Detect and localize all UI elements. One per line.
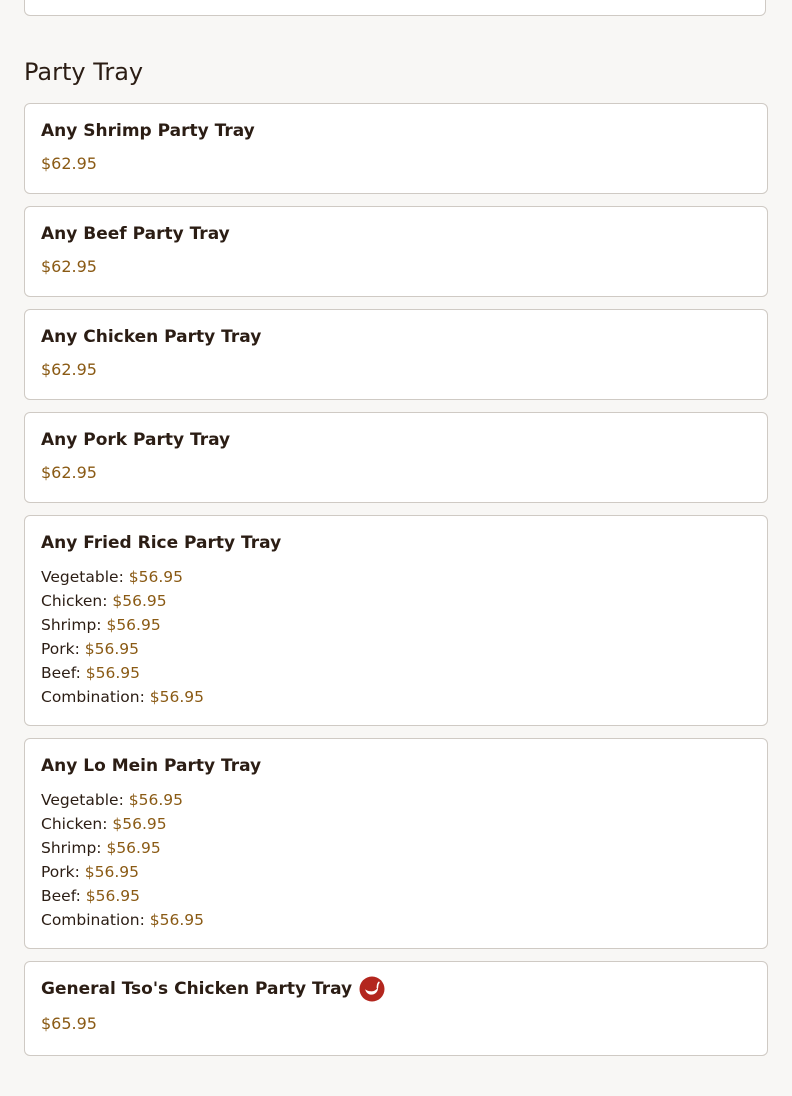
menu-item-name: Any Lo Mein Party Tray (41, 756, 262, 776)
menu-item-price: $62.95 (41, 360, 97, 379)
menu-item-name-row (41, 976, 751, 1002)
option-label: Shrimp: (41, 616, 102, 634)
menu-item-card[interactable] (24, 103, 768, 194)
party-tray-list (24, 103, 768, 1068)
option-label: Combination: (41, 911, 145, 929)
option-price: $56.95 (128, 791, 183, 809)
option-price: $56.95 (128, 568, 183, 586)
menu-item-name: Any Pork Party Tray (41, 430, 231, 450)
option-row[interactable] (41, 613, 751, 637)
option-row[interactable] (41, 908, 751, 932)
option-row[interactable] (41, 661, 751, 685)
option-price: $56.95 (84, 640, 140, 658)
menu-item-name: General Tso's Chicken Party Tray (41, 979, 353, 999)
menu-item-card[interactable] (24, 515, 768, 726)
option-label: Vegetable: (41, 791, 124, 809)
option-price: $56.95 (112, 592, 167, 610)
option-price: $56.95 (149, 911, 204, 929)
option-label: Beef: (41, 664, 81, 682)
option-price: $56.95 (106, 616, 161, 634)
option-label: Pork: (41, 640, 80, 658)
menu-item-card[interactable] (24, 961, 768, 1056)
menu-item-name: Any Fried Rice Party Tray (41, 533, 282, 553)
option-label: Chicken: (41, 815, 108, 833)
option-label: Chicken: (41, 592, 108, 610)
spicy-pepper-icon (359, 976, 385, 1002)
menu-item-card[interactable] (24, 412, 768, 503)
option-row[interactable] (41, 884, 751, 908)
option-row[interactable] (41, 565, 751, 589)
option-row[interactable] (41, 589, 751, 613)
menu-item-name: Any Beef Party Tray (41, 224, 230, 244)
menu-item-card[interactable] (24, 738, 768, 949)
menu-item-price: $62.95 (41, 257, 97, 276)
option-list (41, 788, 751, 932)
menu-item-price: $62.95 (41, 463, 97, 482)
option-price: $56.95 (112, 815, 167, 833)
section-title: Party Tray (24, 58, 144, 86)
option-label: Pork: (41, 863, 80, 881)
option-label: Beef: (41, 887, 81, 905)
menu-item-price: $65.95 (41, 1014, 97, 1033)
option-price: $56.95 (85, 664, 141, 682)
option-row[interactable] (41, 637, 751, 661)
menu-item-price: $62.95 (41, 154, 97, 173)
option-price: $56.95 (85, 887, 141, 905)
menu-item-name: Any Shrimp Party Tray (41, 121, 255, 141)
option-price: $56.95 (106, 839, 161, 857)
option-row[interactable] (41, 685, 751, 709)
menu-item-card[interactable] (24, 309, 768, 400)
option-row[interactable] (41, 836, 751, 860)
option-label: Vegetable: (41, 568, 124, 586)
option-list (41, 565, 751, 709)
menu-item-card[interactable] (24, 206, 768, 297)
option-price: $56.95 (149, 688, 204, 706)
option-label: Shrimp: (41, 839, 102, 857)
option-label: Combination: (41, 688, 145, 706)
previous-menu-card (24, 0, 766, 16)
option-row[interactable] (41, 812, 751, 836)
option-row[interactable] (41, 788, 751, 812)
option-price: $56.95 (84, 863, 140, 881)
option-row[interactable] (41, 860, 751, 884)
menu-item-name: Any Chicken Party Tray (41, 327, 262, 347)
